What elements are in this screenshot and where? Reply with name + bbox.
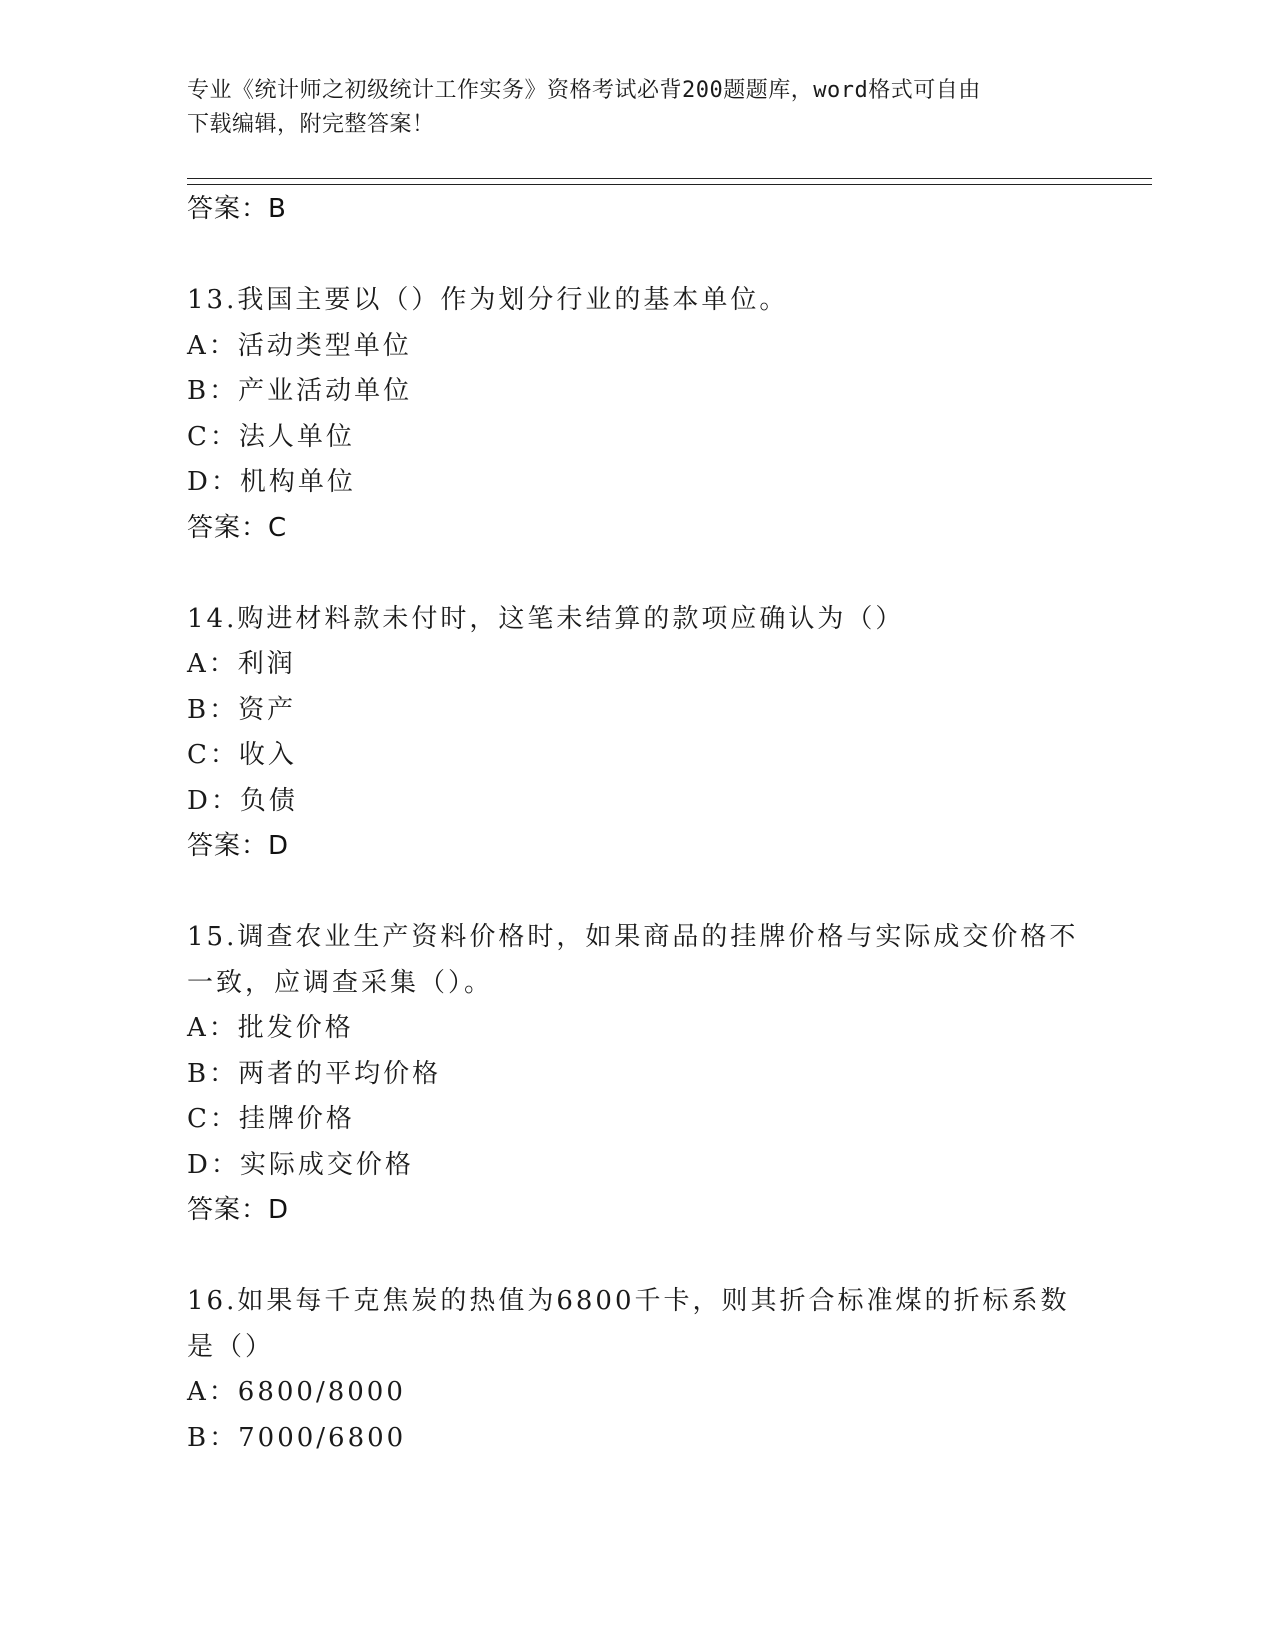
option-c bbox=[187, 733, 1087, 779]
document-header-note bbox=[187, 74, 1067, 142]
option-label: B： bbox=[187, 376, 239, 406]
option-c bbox=[187, 415, 1087, 461]
question-stem-continued: 是（） bbox=[187, 1331, 275, 1362]
header-divider-top bbox=[187, 178, 1152, 179]
question-stem: 15.调查农业生产资料价格时，如果商品的挂牌价格与实际成交价格不 bbox=[187, 922, 1079, 952]
option-b bbox=[187, 688, 1087, 734]
question-stem: 13.我国主要以（）作为划分行业的基本单位。 bbox=[187, 285, 789, 315]
option-text: 活动类型单位 bbox=[237, 330, 412, 361]
option-c bbox=[187, 1097, 1087, 1143]
option-text: 挂牌价格 bbox=[238, 1104, 355, 1134]
option-text: 两者的平均价格 bbox=[238, 1058, 442, 1089]
option-text: 6800/8000 bbox=[237, 1377, 406, 1407]
option-d bbox=[187, 1143, 1087, 1189]
option-label: C： bbox=[187, 1104, 239, 1134]
option-d bbox=[187, 460, 1087, 506]
spacer bbox=[187, 870, 1087, 916]
option-label: A： bbox=[187, 1013, 238, 1043]
option-b bbox=[187, 1416, 1087, 1462]
option-b bbox=[187, 369, 1087, 415]
option-a bbox=[187, 324, 1087, 370]
option-d bbox=[187, 779, 1087, 825]
answer-line: 答案：B bbox=[187, 194, 287, 224]
option-text: 机构单位 bbox=[239, 467, 356, 497]
option-label: C： bbox=[187, 740, 239, 770]
question-13 bbox=[187, 278, 1087, 551]
option-text: 产业活动单位 bbox=[238, 376, 413, 406]
option-text: 实际成交价格 bbox=[239, 1149, 414, 1180]
answer-line: 答案：D bbox=[187, 831, 290, 861]
answer-line: 答案：D bbox=[187, 1195, 290, 1225]
option-label: B： bbox=[187, 694, 239, 725]
option-label: A： bbox=[187, 649, 238, 679]
option-text: 7000/6800 bbox=[238, 1422, 407, 1453]
question-stem: 14.购进材料款未付时，这笔未结算的款项应确认为（） bbox=[187, 603, 905, 634]
spacer bbox=[187, 1234, 1087, 1280]
question-stem: 16.如果每千克焦炭的热值为6800千卡，则其折合标准煤的折标系数 bbox=[187, 1286, 1070, 1316]
option-text: 负债 bbox=[239, 785, 298, 816]
header-line-1: 专业《统计师之初级统计工作实务》资格考试必背200题题库，word格式可自由 bbox=[187, 78, 981, 103]
option-label: D： bbox=[187, 1149, 240, 1180]
option-label: D： bbox=[187, 467, 240, 497]
option-label: D： bbox=[187, 785, 240, 816]
option-text: 批发价格 bbox=[237, 1013, 354, 1043]
option-label: B： bbox=[187, 1422, 239, 1453]
question-14 bbox=[187, 597, 1087, 870]
option-text: 利润 bbox=[237, 649, 296, 679]
option-a bbox=[187, 642, 1087, 688]
spacer bbox=[187, 233, 1087, 279]
option-label: C： bbox=[187, 421, 239, 452]
option-text: 资产 bbox=[238, 694, 297, 725]
answer-line: 答案：C bbox=[187, 512, 288, 543]
option-a bbox=[187, 1370, 1087, 1416]
question-16 bbox=[187, 1279, 1087, 1461]
question-stem-continued: 一致，应调查采集（）。 bbox=[187, 967, 494, 998]
option-label: A： bbox=[187, 1377, 238, 1407]
option-label: A： bbox=[187, 330, 238, 361]
option-a bbox=[187, 1006, 1087, 1052]
option-text: 法人单位 bbox=[238, 421, 355, 452]
option-b bbox=[187, 1052, 1087, 1098]
option-text: 收入 bbox=[238, 740, 297, 770]
question-15 bbox=[187, 915, 1087, 1234]
option-label: B： bbox=[187, 1058, 239, 1089]
spacer bbox=[187, 551, 1087, 597]
question-list bbox=[187, 187, 1087, 1461]
header-divider-bottom bbox=[187, 184, 1152, 185]
header-line-2: 下载编辑，附完整答案！ bbox=[187, 112, 435, 137]
